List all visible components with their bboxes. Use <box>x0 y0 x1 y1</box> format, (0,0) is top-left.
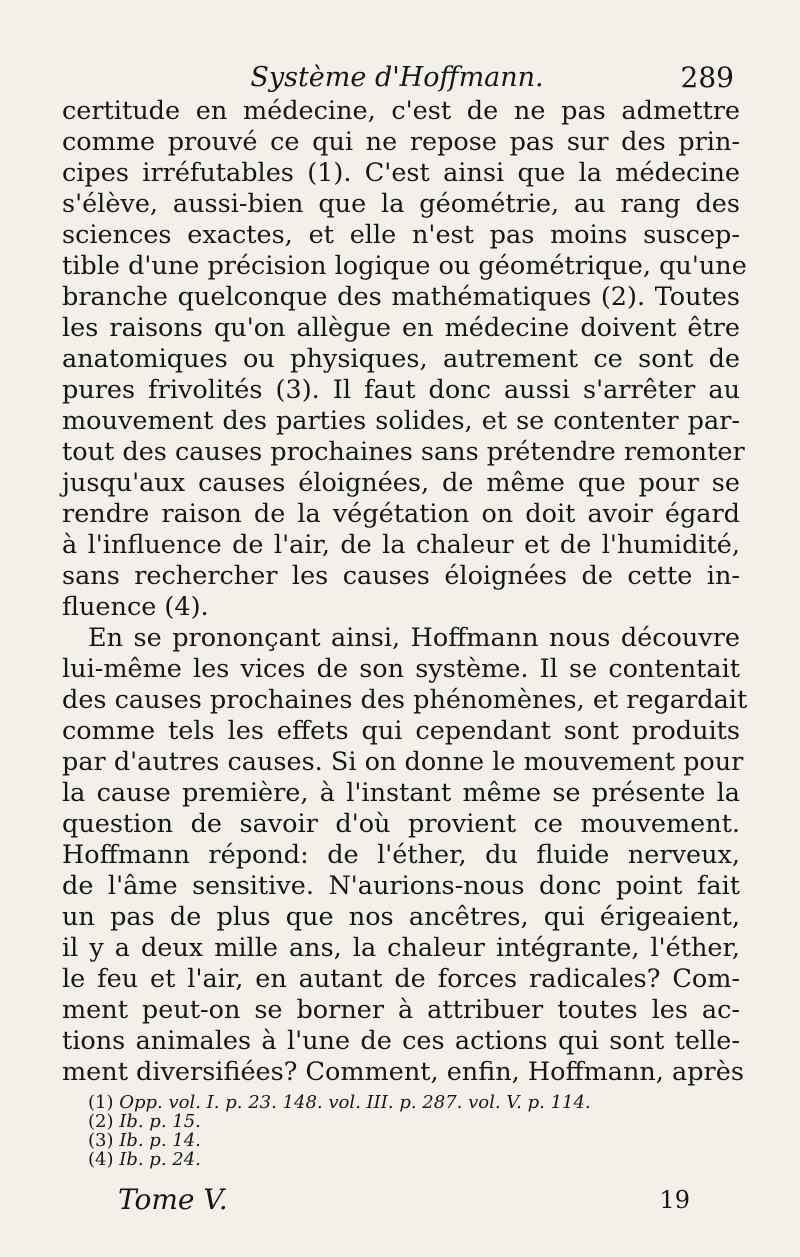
text-line: il y a deux mille ans, la chaleur intégrante, l'éther, <box>62 933 740 963</box>
text-line: le feu et l'air, en autant de forces radicales? Com- <box>62 964 740 994</box>
footnote <box>88 1150 688 1169</box>
text-line: Hoffmann répond: de l'éther, du fluide nerveux, <box>62 840 740 870</box>
signature-mark: 19 <box>659 1186 690 1214</box>
footnote-text: Ib. p. 15. <box>119 1111 201 1132</box>
footnote <box>88 1093 688 1112</box>
text-line: cipes irréfutables (1). C'est ainsi que la médecine <box>62 158 740 188</box>
text-line: tible d'une précision logique ou géométrique, qu'une <box>62 251 747 281</box>
text-line: certitude en médecine, c'est de ne pas admettre <box>62 96 740 126</box>
text-line: mouvement des parties solides, et se contenter par- <box>62 406 740 436</box>
text-line: la cause première, à l'instant même se présente la <box>62 778 740 808</box>
text-line: comme prouvé ce qui ne repose pas sur des prin- <box>62 127 740 157</box>
text-line: les raisons qu'on allègue en médecine doivent être <box>62 313 740 343</box>
body-text <box>62 96 748 1088</box>
text-line: s'élève, aussi-bien que la géométrie, au rang des <box>62 189 740 219</box>
text-line: ment diversifiées? Comment, enfin, Hoffmann, après <box>62 1057 744 1087</box>
text-line: anatomiques ou physiques, autrement ce sont de <box>62 344 740 374</box>
text-line: lui-même les vices de son système. Il se contentait <box>62 654 740 684</box>
text-line: de l'âme sensitive. N'aurions-nous donc point fait <box>62 871 740 901</box>
page-number: 289 <box>680 61 734 94</box>
footnote <box>88 1112 688 1131</box>
text-line: des causes prochaines des phénomènes, et regardait <box>62 685 748 715</box>
page-header <box>60 60 734 96</box>
text-line: un pas de plus que nos ancêtres, qui érigeaient, <box>62 902 740 932</box>
text-line: jusqu'aux causes éloignées, de même que pour se <box>62 468 740 498</box>
footnote-text: Ib. p. 14. <box>119 1130 201 1151</box>
footnote-number: (3) <box>88 1130 114 1151</box>
page-footer <box>118 1180 690 1220</box>
text-line: tions animales à l'une de ces actions qui sont telle- <box>62 1026 740 1056</box>
text-line: branche quelconque des mathématiques (2). Toutes <box>62 282 740 312</box>
text-line: comme tels les effets qui cependant sont produits <box>62 716 740 746</box>
footnote <box>88 1131 688 1150</box>
text-line: sciences exactes, et elle n'est pas moins suscep- <box>62 220 740 250</box>
running-title: Système d'Hoffmann. <box>250 62 544 93</box>
footnotes <box>88 1093 688 1169</box>
footnote-text: Ib. p. 24. <box>119 1149 201 1170</box>
text-line: rendre raison de la végétation on doit avoir égard <box>62 499 740 529</box>
footnote-number: (2) <box>88 1111 114 1132</box>
paragraph-first-line: En se prononçant ainsi, Hoffmann nous découvre <box>88 623 740 653</box>
text-line: question de savoir d'où provient ce mouvement. <box>62 809 740 839</box>
paragraph-end-line: fluence (4). <box>62 592 209 622</box>
footnote-number: (1) <box>88 1092 114 1113</box>
footnote-text: Opp. vol. I. p. 23. 148. vol. III. p. 287. vol. V. p. 114. <box>119 1092 591 1113</box>
text-line: sans rechercher les causes éloignées de cette in- <box>62 561 740 591</box>
volume-label: Tome V. <box>118 1183 228 1216</box>
text-line: tout des causes prochaines sans prétendre remonter <box>62 437 745 467</box>
text-line: pures frivolités (3). Il faut donc aussi s'arrêter au <box>62 375 740 405</box>
text-line: ment peut-on se borner à attribuer toutes les ac- <box>62 995 740 1025</box>
text-line: à l'influence de l'air, de la chaleur et de l'humidité, <box>62 530 740 560</box>
text-line: par d'autres causes. Si on donne le mouvement pour <box>62 747 744 777</box>
footnote-number: (4) <box>88 1149 114 1170</box>
